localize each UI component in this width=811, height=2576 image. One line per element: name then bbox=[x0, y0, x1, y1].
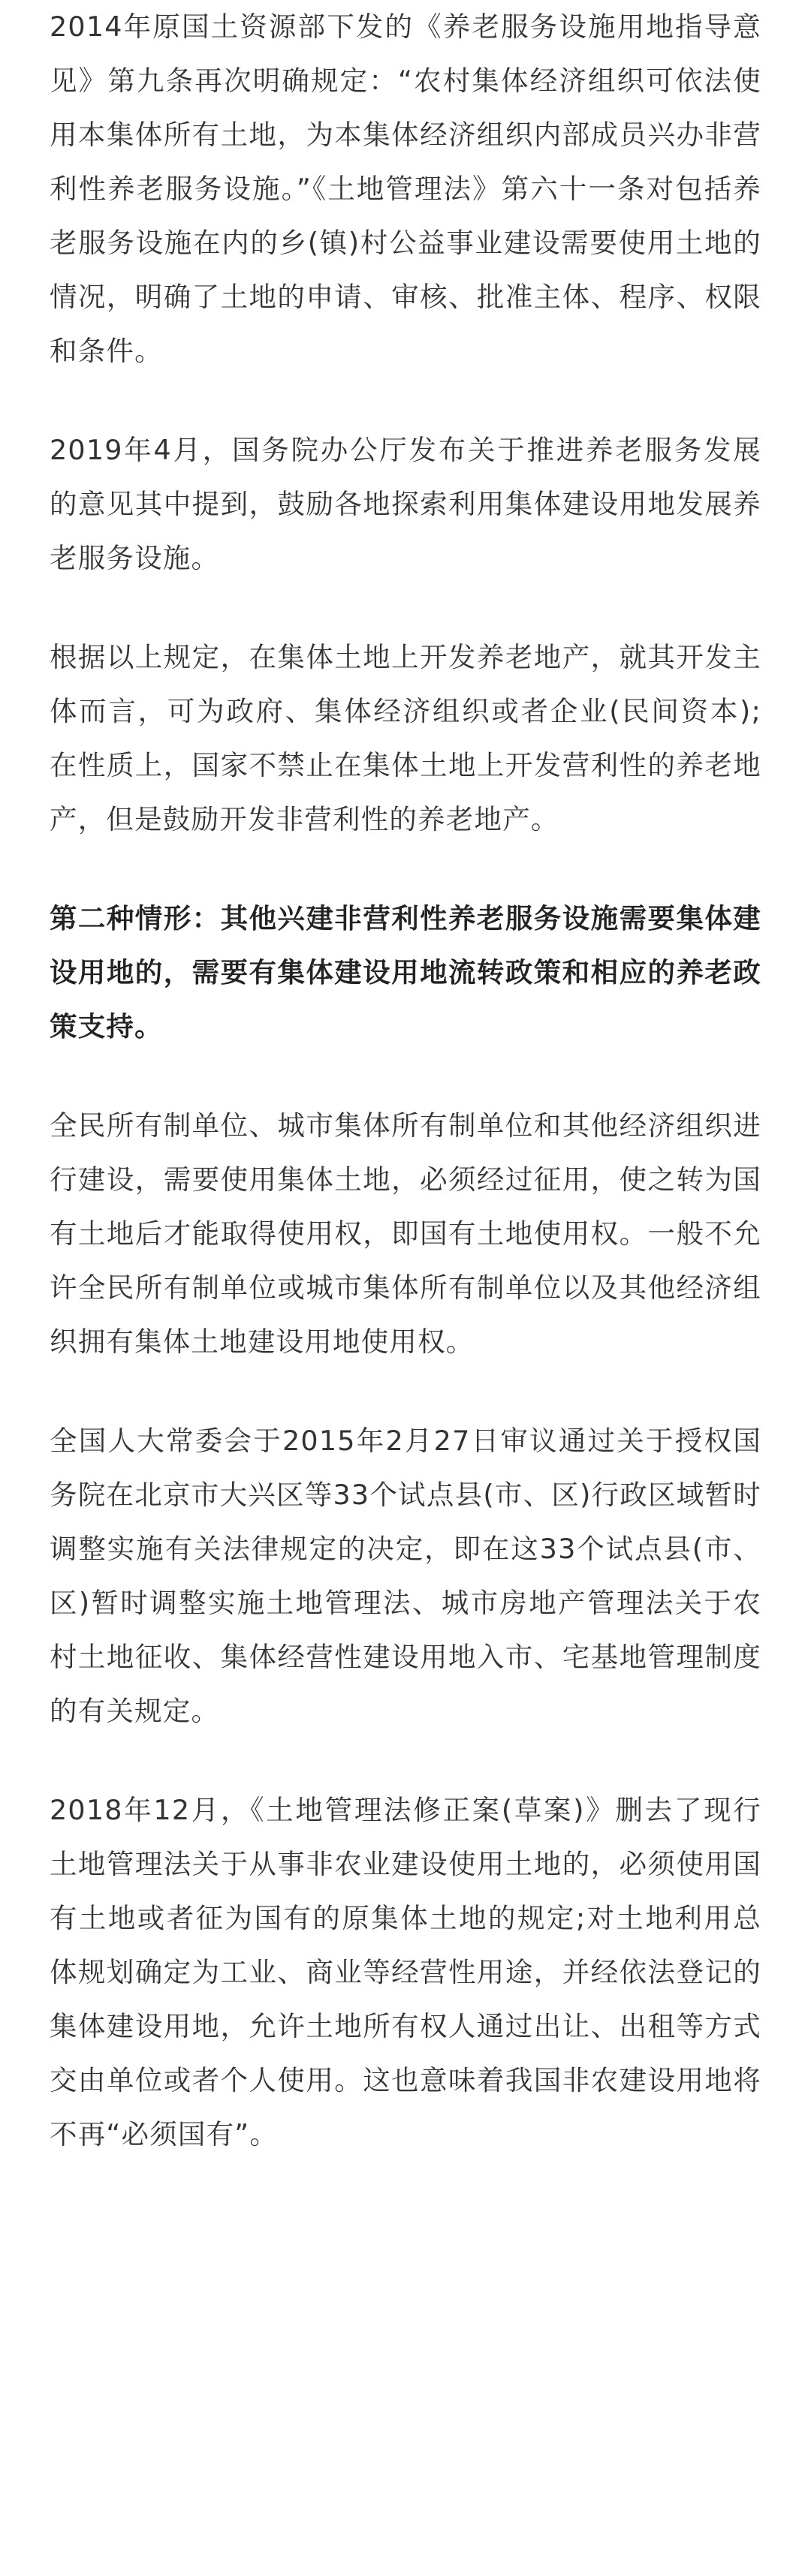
paragraph-collective-land-use: 全民所有制单位、城市集体所有制单位和其他经济组织进行建设，需要使用集体土地，必须经过征用，使之转为国有土地后才能取得使用权，即国有土地使用权。一般不允许全民所有制单位或城市集体所有制单位以及其他经济组织拥有集体土地建设用地使用权。 bbox=[50, 1109, 761, 1358]
paragraph-state-council-2019: 2019年4月，国务院办公厅发布关于推进养老服务发展的意见其中提到，鼓励各地探索利用集体建设用地发展养老服务设施。 bbox=[50, 434, 761, 574]
paragraph-land-guidance: 2014年原国土资源部下发的《养老服务设施用地指导意见》第九条再次明确规定：“农村集体经济组织可依法使用本集体所有土地，为本集体经济组织内部成员兴办非营利性养老服务设施。”《土地管理法》第六十一条对包括养老服务设施在内的乡(镇)村公益事业建设需要使用土地的情况，明确了土地的申请、审核、批准主体、程序、权限和条件。 bbox=[50, 11, 761, 367]
paragraph-pilot-counties: 全国人大常委会于2015年2月27日审议通过关于授权国务院在北京市大兴区等33个试点县(市、区)行政区域暂时调整实施有关法律规定的决定，即在这33个试点县(市、区)暂时调整实施土地管理法、城市房地产管理法关于农村土地征收、集体经营性建设用地入市、宅基地管理制度的有关规定。 bbox=[50, 1425, 761, 1727]
paragraph-amendment-2018: 2018年12月，《土地管理法修正案(草案)》删去了现行土地管理法关于从事非农业建设使用土地的，必须使用国有土地或者征为国有的原集体土地的规定;对土地利用总体规划确定为工业、商业等经营性用途，并经依法登记的集体建设用地，允许土地所有权人通过出让、出租等方式交由单位或者个人使用。这也意味着我国非农建设用地将不再“必须国有”。 bbox=[50, 1794, 761, 2150]
paragraph-development-subject: 根据以上规定，在集体土地上开发养老地产，就其开发主体而言，可为政府、集体经济组织或者企业(民间资本);在性质上，国家不禁止在集体土地上开发营利性的养老地产，但是鼓励开发非营利性的养老地产。 bbox=[50, 641, 761, 835]
paragraph-second-scenario-heading: 第二种情形：其他兴建非营利性养老服务设施需要集体建设用地的，需要有集体建设用地流转政策和相应的养老政策支持。 bbox=[50, 902, 761, 1043]
